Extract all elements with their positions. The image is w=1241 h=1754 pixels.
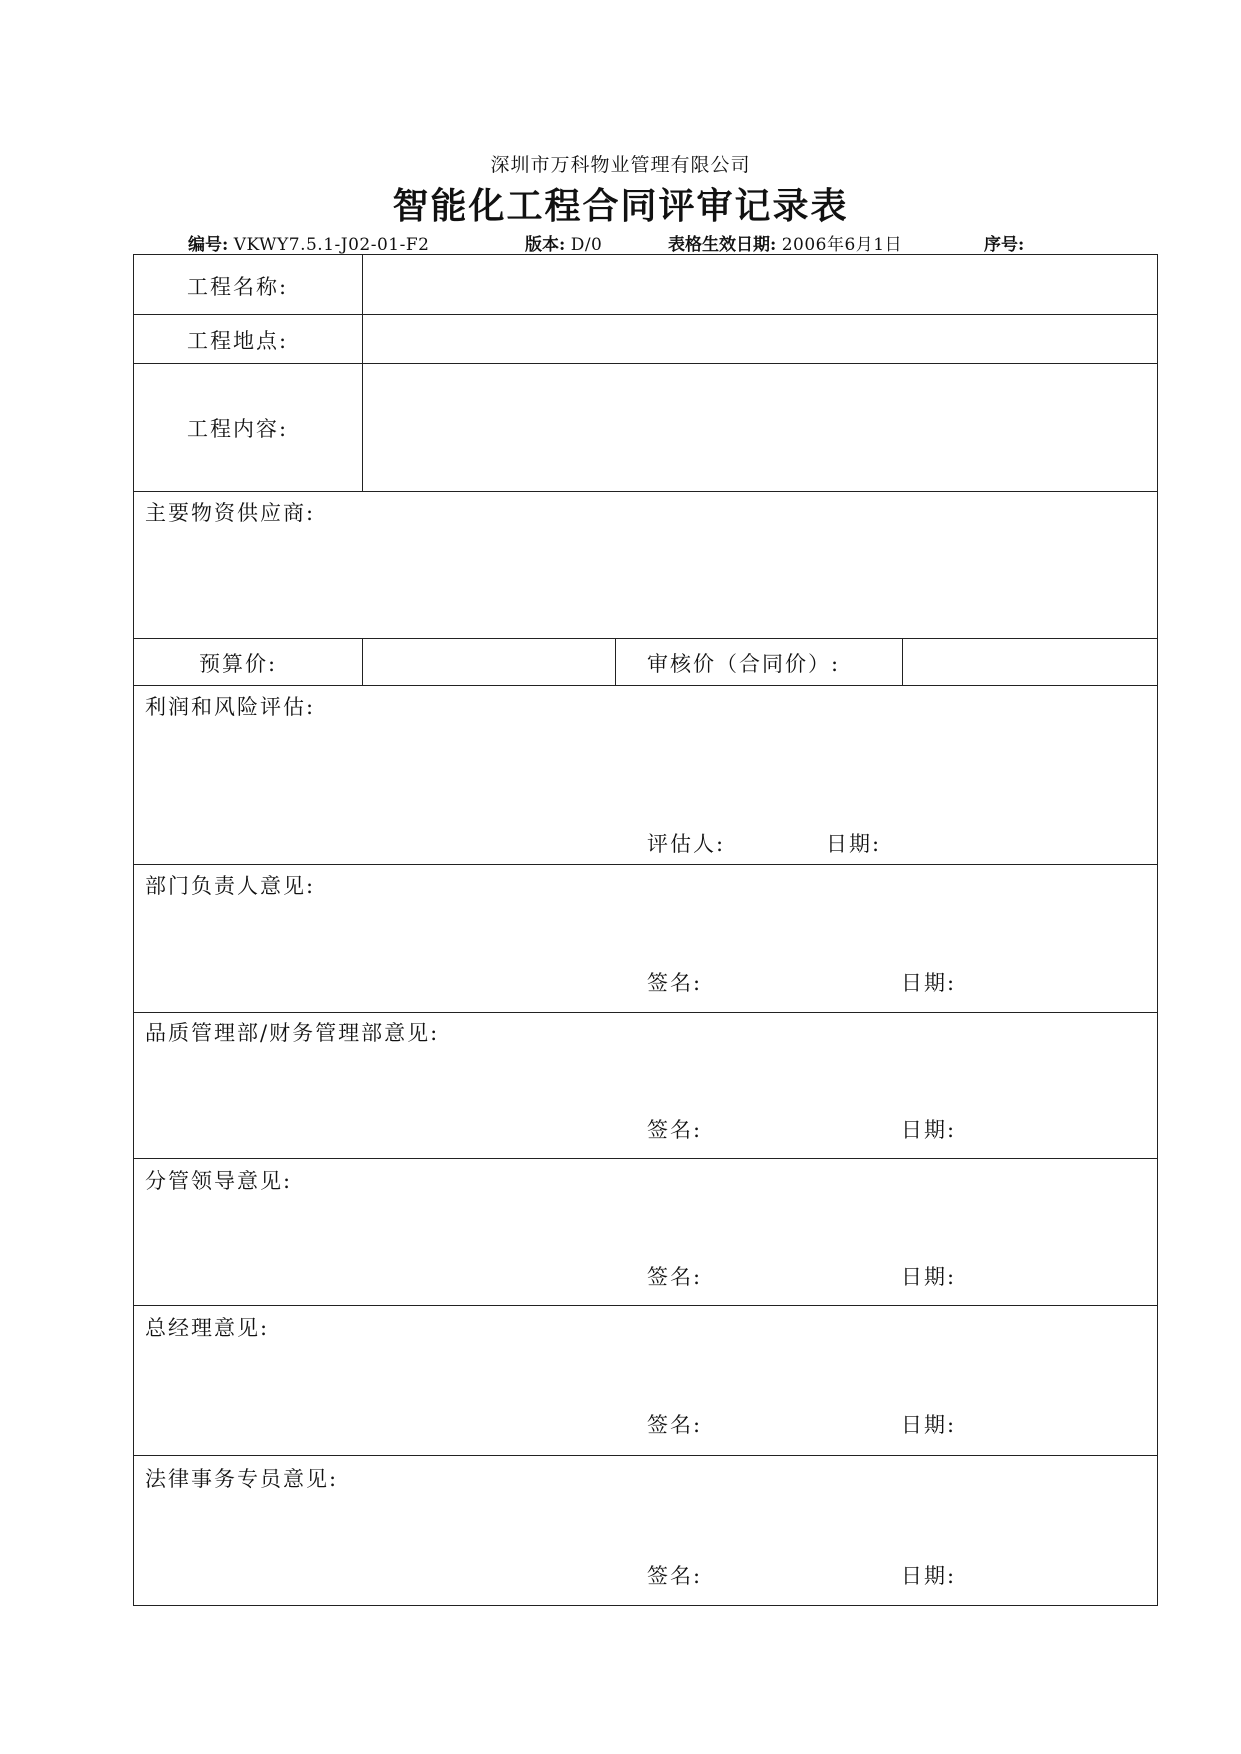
dept-head-signature-label: 签名: xyxy=(647,971,703,995)
legal-opinion-label: 法律事务专员意见: xyxy=(145,1467,339,1491)
row-divider xyxy=(134,685,1157,686)
review-form-table xyxy=(133,254,1158,1606)
row-divider xyxy=(134,1012,1157,1013)
dept-head-opinion-label: 部门负责人意见: xyxy=(145,874,316,898)
quality-finance-date-label: 日期: xyxy=(901,1118,957,1142)
leader-signature-label: 签名: xyxy=(647,1265,703,1289)
audit-price-label: 审核价（合同价）: xyxy=(647,652,841,676)
budget-field[interactable] xyxy=(363,639,615,685)
code-value: VKWY7.5.1-J02-01-F2 xyxy=(233,235,430,255)
effective-date-value: 2006年6月1日 xyxy=(781,235,903,255)
effective-date-label: 表格生效日期: xyxy=(668,235,777,255)
project-content-field[interactable] xyxy=(363,364,1157,491)
leader-opinion-label: 分管领导意见: xyxy=(145,1169,293,1193)
legal-signature-label: 签名: xyxy=(647,1564,703,1588)
effective-date-field xyxy=(668,230,902,255)
assessor-label: 评估人: xyxy=(647,832,726,856)
form-title: 智能化工程合同评审记录表 xyxy=(392,185,849,227)
project-content-label: 工程内容: xyxy=(187,417,289,441)
code-label: 编号: xyxy=(188,235,229,255)
version-label: 版本: xyxy=(525,235,566,255)
column-divider xyxy=(615,638,616,685)
assessment-date-label: 日期: xyxy=(826,832,882,856)
row-divider xyxy=(134,1158,1157,1159)
gm-opinion-label: 总经理意见: xyxy=(145,1316,270,1340)
version-field xyxy=(525,230,602,255)
project-location-field[interactable] xyxy=(363,315,1157,363)
serial-label: 序号: xyxy=(984,235,1025,255)
gm-date-label: 日期: xyxy=(901,1413,957,1437)
row-divider xyxy=(134,1305,1157,1306)
quality-finance-signature-label: 签名: xyxy=(647,1118,703,1142)
code-field xyxy=(188,230,429,255)
gm-signature-label: 签名: xyxy=(647,1413,703,1437)
audit-price-field[interactable] xyxy=(903,639,1157,685)
project-location-label: 工程地点: xyxy=(187,329,289,353)
quality-finance-opinion-label: 品质管理部/财务管理部意见: xyxy=(145,1021,440,1045)
profit-risk-label: 利润和风险评估: xyxy=(145,695,316,719)
dept-head-date-label: 日期: xyxy=(901,971,957,995)
company-name: 深圳市万科物业管理有限公司 xyxy=(490,154,751,176)
leader-date-label: 日期: xyxy=(901,1265,957,1289)
project-name-field[interactable] xyxy=(363,255,1157,314)
budget-label: 预算价: xyxy=(199,652,278,676)
row-divider xyxy=(134,491,1157,492)
row-divider xyxy=(134,864,1157,865)
supplier-field[interactable] xyxy=(134,525,1157,637)
project-name-label: 工程名称: xyxy=(187,275,289,299)
supplier-label: 主要物资供应商: xyxy=(145,501,316,525)
legal-date-label: 日期: xyxy=(901,1564,957,1588)
serial-field xyxy=(984,230,1024,255)
version-value: D/0 xyxy=(570,235,603,255)
row-divider xyxy=(134,1455,1157,1456)
